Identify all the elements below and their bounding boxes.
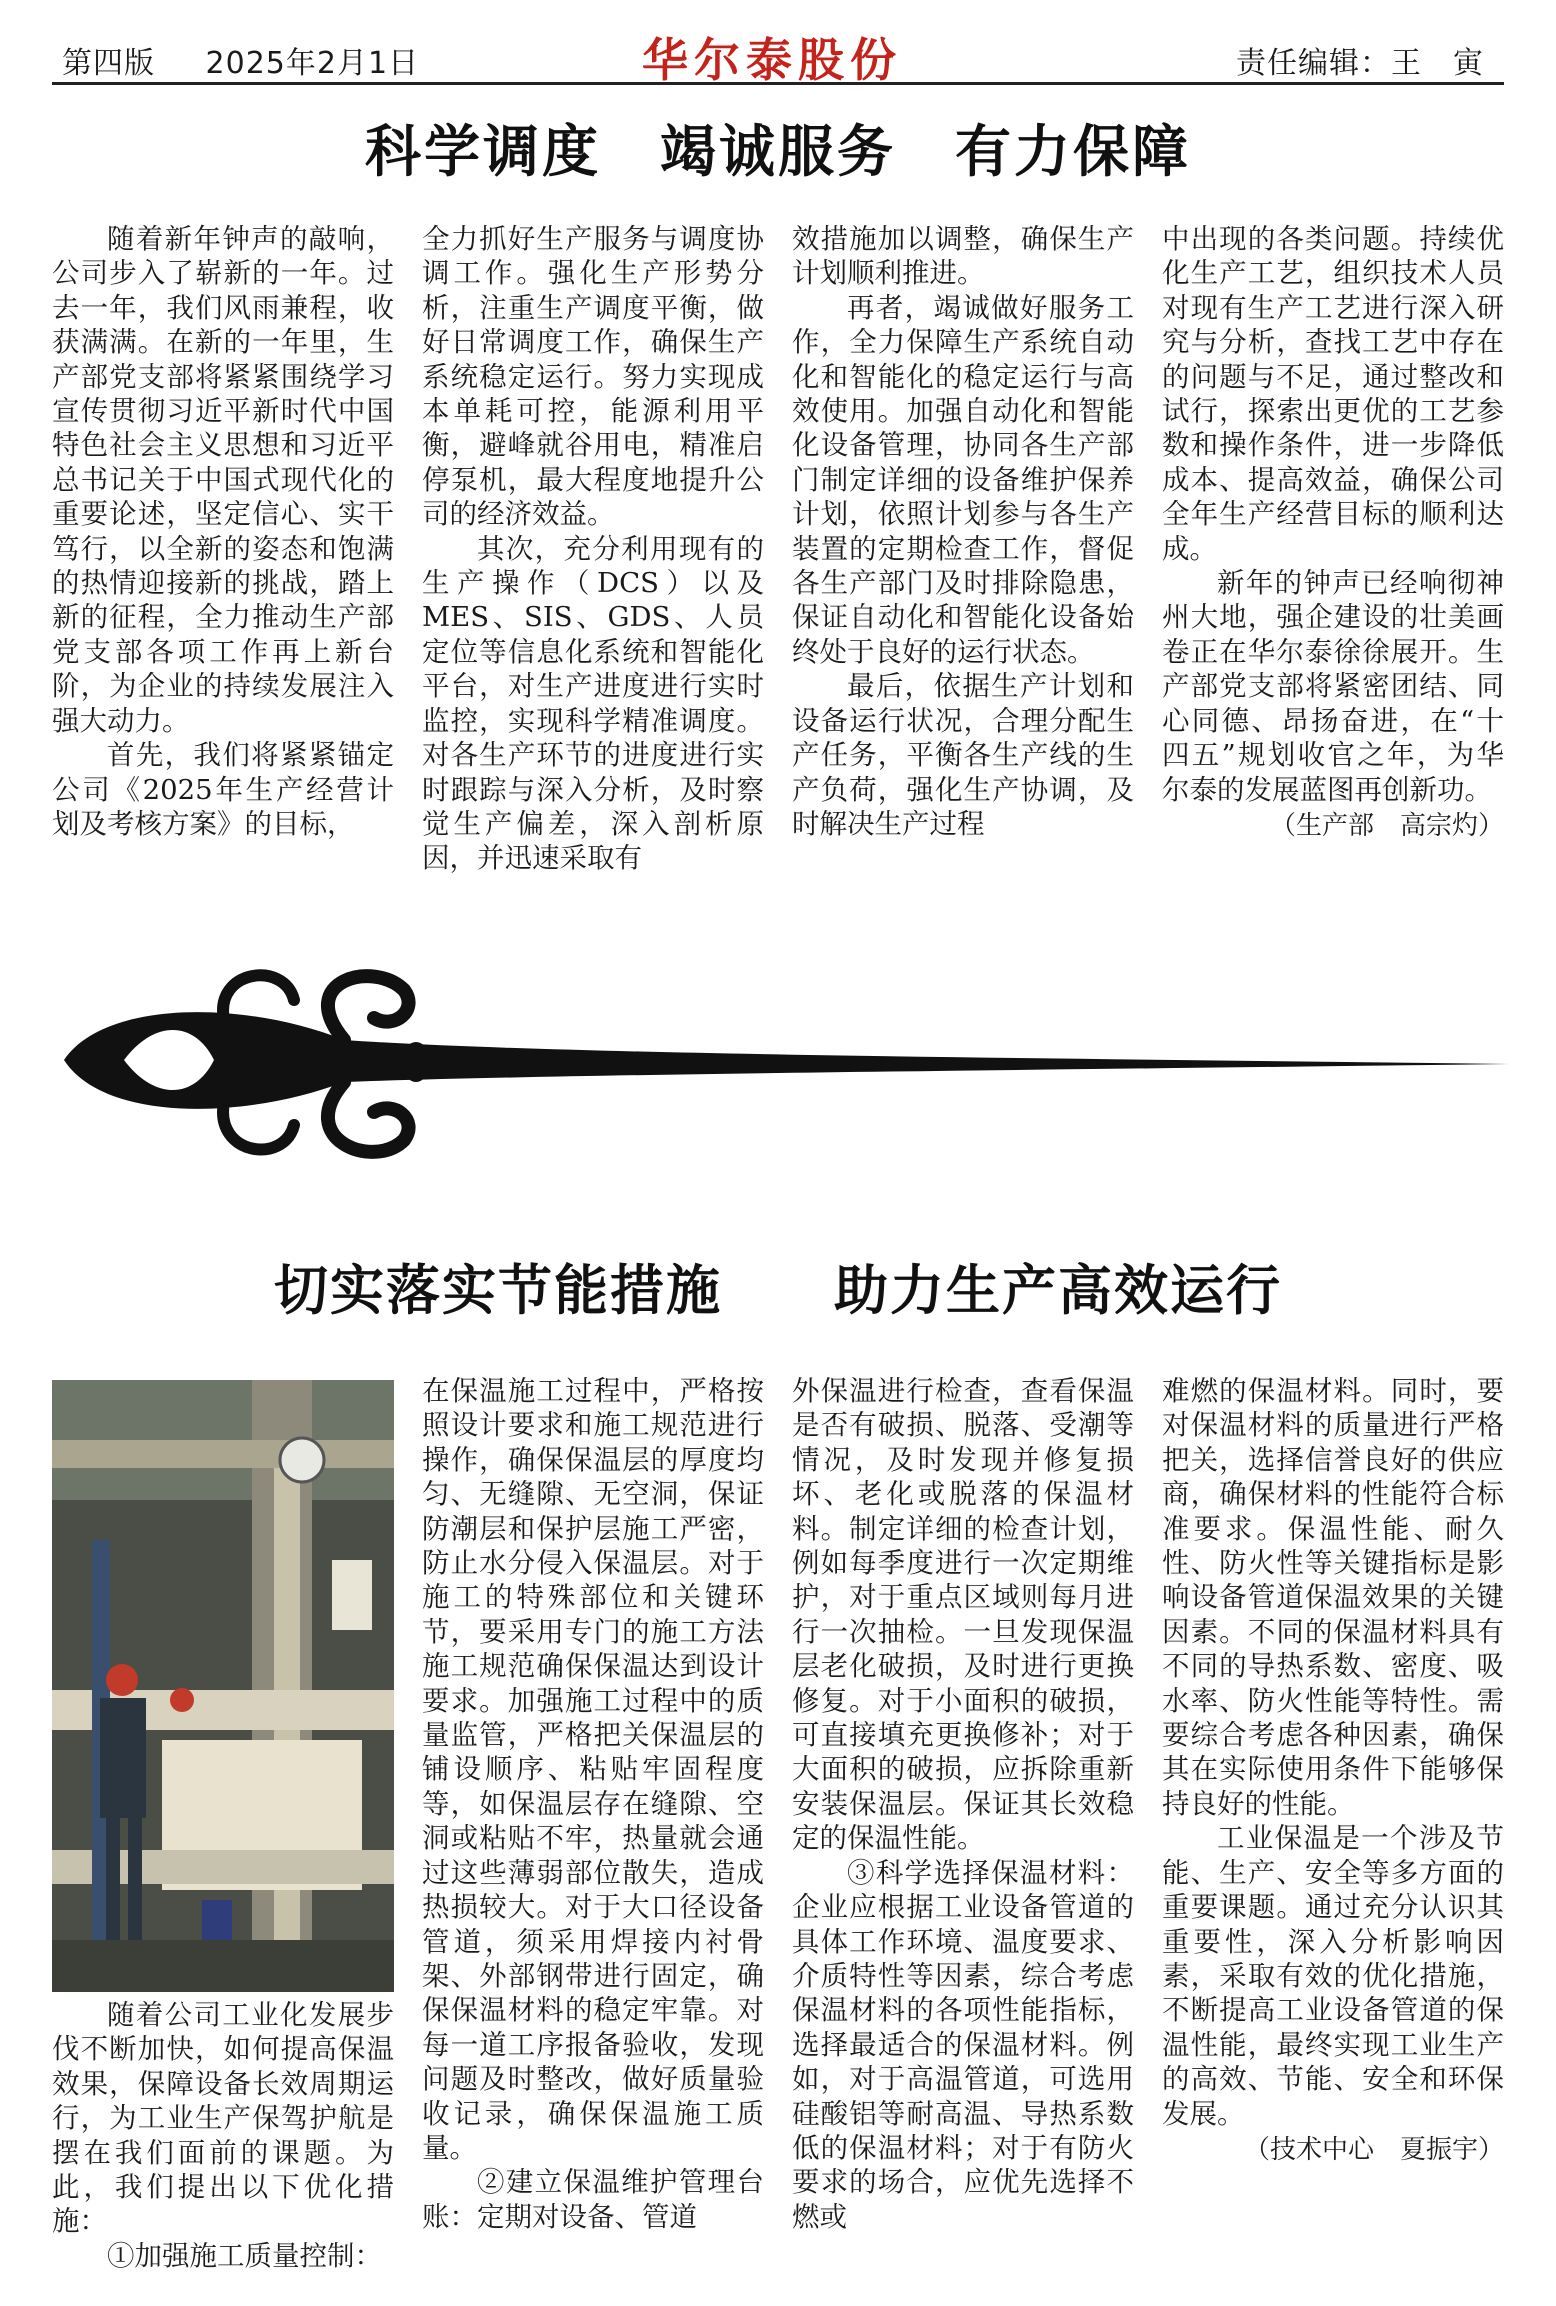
- paragraph: ①加强施工质量控制：: [107, 2239, 382, 2272]
- paragraph: 在保温施工过程中，严格按照设计要求和施工规范进行操作，确保保温层的厚度均匀、无缝隙、无空洞，保证防潮层和保护层施工严密，防止水分侵入保温层。对于施工的特殊部位和关键环节，要采用专门的施工方法施工规范确保保温达到设计要求。加强施工过程中的质量监管，严格把关保温层的铺设顺序、粘贴牢固程度等，如保温层存在缝隙、空洞或粘贴不牢，热量就会通过这些薄弱部位散失，造成热损较大。对于大口径设备管道，须采用焊接内衬骨架、外部钢带进行固定，确保保温材料的稳定牢靠。对每一道工序报备验收，发现问题及时整改，做好质量验收记录，确保保温施工质量。: [422, 1375, 764, 2164]
- article2-column-1: [52, 1998, 394, 2280]
- paragraph: 其次，充分利用现有的生产操作（DCS）以及MES、SIS、GDS、人员定位等信息化系统和智能化平台，对生产进度进行实时监控，实现科学精准调度。对各生产环节的进度进行实时跟踪与深入分析，及时察觉生产偏差，深入剖析原因，并迅速采取有: [422, 532, 764, 875]
- edition-info: [62, 38, 459, 82]
- paragraph: 难燃的保温材料。同时，要对保温材料的质量进行严格把关，选择信誉良好的供应商，确保材料的性能符合标准要求。保温性能、耐久性、防火性等关键指标是影响设备管道保温效果的关键因素。不同的保温材料具有不同的导热系数、密度、吸水率、防火性能等特性。需要综合考虑各种因素，确保其在实际使用条件下能够保持良好的性能。: [1162, 1375, 1504, 1820]
- paragraph: ②建立保温维护管理台账：定期对设备、管道: [422, 2166, 764, 2233]
- editor-credit: 责任编辑：王 寅: [1236, 46, 1484, 81]
- paragraph: ③科学选择保温材料：企业应根据工业设备管道的具体工作环境、温度要求、介质特性等因素，综合考虑保温材料的各项性能指标，选择最适合的保温材料。例如，对于高温管道，可选用硅酸铝等耐高温、导热系数低的保温材料；对于有防火要求的场合，应优先选择不燃或: [792, 1856, 1134, 2233]
- article1-signature: （生产部 高宗灼）: [1269, 810, 1504, 841]
- paragraph: 首先，我们将紧紧锚定公司《2025年生产经营计划及考核方案》的目标，: [52, 739, 394, 840]
- article1-column-3: [792, 222, 1134, 887]
- article2-column-2: [422, 1374, 764, 2279]
- paragraph: 中出现的各类问题。持续优化生产工艺，组织技术人员对现有生产工艺进行深入研究与分析，查找工艺中存在的问题与不足，通过整改和试行，探索出更优的工艺参数和操作条件，进一步降低成本、提高效益，确保公司全年生产经营目标的顺利达成。: [1162, 223, 1504, 565]
- paragraph: 工业保温是一个涉及节能、生产、安全等多方面的重要课题。通过充分认识其重要性，深入分析影响因素，采取有效的优化措施，不断提高工业设备管道的保温性能，最终实现工业生产的高效、节能、安全和环保发展。: [1162, 1822, 1504, 2130]
- insulation-work-photo: [52, 1380, 394, 1992]
- page-header: [52, 30, 1504, 85]
- paragraph: 全力抓好生产服务与调度协调工作。强化生产形势分析，注重生产调度平衡，做好日常调度工作，确保生产系统稳定运行。努力实现成本单耗可控，能源利用平衡，避峰就谷用电，精准启停泵机，最大程度地提升公司的经济效益。: [422, 223, 764, 531]
- masthead-logo: 华尔泰股份: [642, 33, 902, 87]
- paragraph: 新年的钟声已经响彻神州大地，强企建设的壮美画卷正在华尔泰徐徐展开。生产部党支部将紧密团结、同心同德、昂扬奋进，在“十四五”规划收官之年，为华尔泰的发展蓝图再创新功。: [1162, 567, 1504, 806]
- paragraph: 随着公司工业化发展步伐不断加快，如何提高保温效果，保障设备长效周期运行，为工业生产保驾护航是摆在我们面前的课题。为此，我们提出以下优化措施：: [52, 1999, 394, 2238]
- article1-column-2: [422, 222, 764, 887]
- paragraph: 再者，竭诚做好服务工作，全力保障生产系统自动化和智能化的稳定运行与高效使用。加强自动化和智能化设备管理，协同各生产部门制定详细的设备维护保养计划，依照计划参与各生产装置的定期检查工作，督促各生产部门及时排除隐患，保证自动化和智能化设备始终处于良好的运行状态。: [792, 291, 1134, 668]
- edition-label: 第四版: [62, 46, 155, 81]
- article1-column-4: [1162, 222, 1504, 887]
- article2-signature: （技术中心 夏振宇）: [1243, 2134, 1504, 2165]
- paragraph: 效措施加以调整，确保生产计划顺利推进。: [792, 223, 1134, 290]
- article1-column-1: [52, 222, 394, 887]
- article2-title: 切实落实节能措施 助力生产高效运行: [274, 1259, 1282, 1322]
- paragraph: 外保温进行检查，查看保温是否有破损、脱落、受潮等情况，及时发现并修复损坏、老化或脱落的保温材料。制定详细的检查计划，例如每季度进行一次定期维护，对于重点区域则每月进行一次抽检。一旦发现保温层老化破损，及时进行更换修复。对于小面积的破损，可直接填充更换修补；对于大面积的破损，应拆除重新安装保温层。保证其长效稳定的保温性能。: [792, 1375, 1134, 1855]
- article2-column-3: [792, 1374, 1134, 2279]
- article2-column-4: [1162, 1374, 1504, 2279]
- decorative-flourish-divider: [44, 960, 1514, 1190]
- issue-date: 2025年2月1日: [205, 46, 420, 81]
- article1-title: 科学调度 竭诚服务 有力保障: [365, 120, 1191, 185]
- paragraph: 随着新年钟声的敲响，公司步入了崭新的一年。过去一年，我们风雨兼程，收获满满。在新的一年里，生产部党支部将紧紧围绕学习宣传贯彻习近平新时代中国特色社会主义思想和习近平总书记关于中国式现代化的重要论述，坚定信心、实干笃行，以全新的姿态和饱满的热情迎接新的挑战，踏上新的征程，全力推动生产部党支部各项工作再上新台阶，为企业的持续发展注入强大动力。: [52, 223, 394, 737]
- paragraph: 最后，依据生产计划和设备运行状况，合理分配生产任务，平衡各生产线的生产负荷，强化生产协调，及时解决生产过程: [792, 670, 1134, 840]
